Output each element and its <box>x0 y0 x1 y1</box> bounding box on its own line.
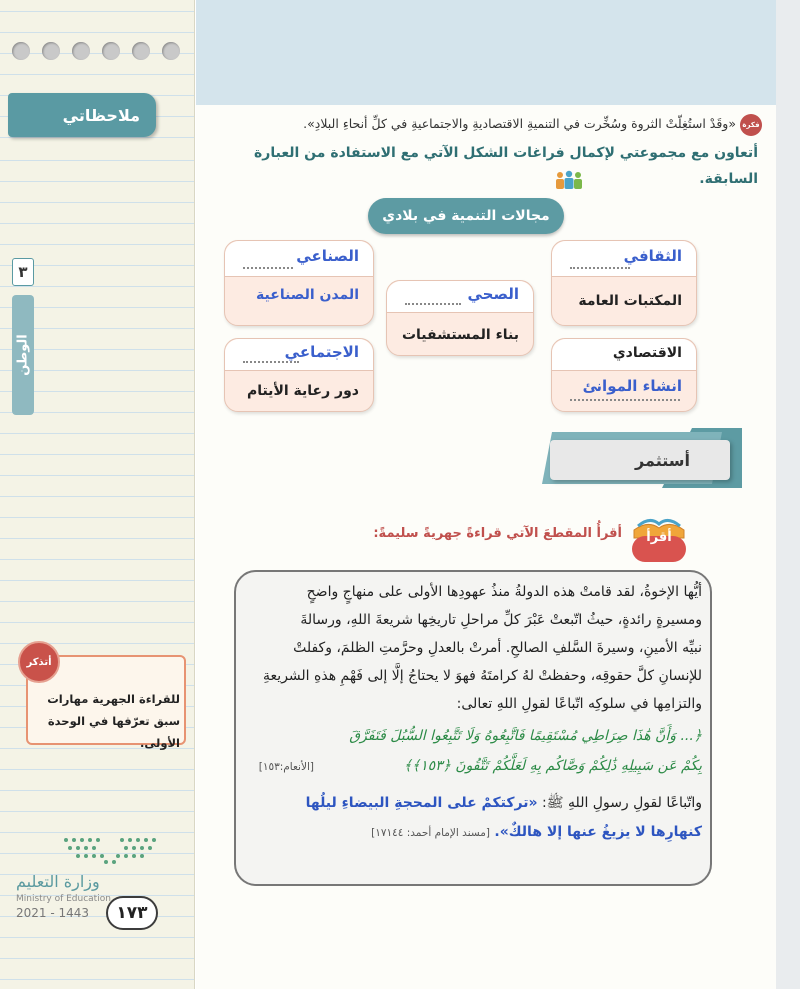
group-instruction: أتعاون مع مجموعتي لإكمال فراغات الشكل الآتي مع الاستفادة من العبارة السابقة. <box>254 145 758 187</box>
hadith-citation: [مسند الإمام أحمد: ١٧١٤٤] <box>371 827 490 839</box>
passage-line: والتزامِها في سلوكِه اتّباعًا لقولِ اللهِ تعالى: <box>456 696 702 712</box>
domain-card-industrial <box>224 240 374 326</box>
verse-citation: [الأنعام:١٥٣] <box>258 761 314 773</box>
ministry-logo-icon <box>60 832 160 866</box>
read-badge-label: أقرأ <box>646 530 672 545</box>
unit-tab-label: الوطن <box>15 334 31 376</box>
header-band <box>196 0 776 105</box>
domain-label: الاجتماعي <box>284 343 359 361</box>
domain-card-health <box>386 280 534 356</box>
quran-verse-line: بِكُمْ عَن سَبِيلِهِ ذَٰلِكُمْ وَصَّاكُم بِهِ لَعَلَّكُمْ تَتَّقُونَ ﴿١٥٣﴾﴾ <box>403 758 702 774</box>
idea-icon: فكرة <box>740 114 762 136</box>
binder-ring-icon <box>102 42 120 60</box>
domain-example: دور رعاية الأيتام <box>246 383 359 399</box>
domain-example: المكتبات العامة <box>578 293 682 309</box>
binder-ring-icon <box>162 42 180 60</box>
passage-line: للإنسانِ كلَّ حقوقِه، وحفظتْ لهُ كرامتَهُ فهوَ لا يحتاجُ إلَّا إلى فَهْمِ هذهِ الشريعةِ <box>263 668 702 684</box>
domain-example: المدن الصناعية <box>256 287 359 303</box>
remember-badge: أتذكر <box>18 641 60 683</box>
quran-verse-line: ﴿... وَأَنَّ هَٰذَا صِرَاطِي مُسْتَقِيمًا فَاتَّبِعُوهُ وَلَا تَتَّبِعُوا السُّبُلَ فَتَفَرَّقَ <box>349 728 702 744</box>
ministry-year: 2021 - 1443 <box>16 906 90 920</box>
binder-ring-icon <box>12 42 30 60</box>
unit-tab <box>12 295 34 415</box>
domain-card-economic <box>551 338 697 412</box>
passage-line: ومسيرةٍ رائدةٍ، حيثُ اتّبعتْ عَبْرَ كلِّ مراحلِ تاريخِها شريعةَ اللهِ، ورسالةَ <box>300 612 702 628</box>
domain-label: الصناعي <box>296 247 359 265</box>
passage-line: نبيِّه الأمينِ، وسيرةَ السَّلفِ الصالحِ. أمرتْ بالعدلِ وحرَّمتِ الظلمَ، وكفلتْ <box>293 640 702 656</box>
domain-example: بناء المستشفيات <box>401 327 519 343</box>
binder-ring-icon <box>42 42 60 60</box>
hadith-line <box>246 824 702 840</box>
hadith-text: «تركتكمْ على المحجةِ البيضاءِ ليلُها <box>305 795 538 811</box>
domain-label: الثقافي <box>623 247 682 265</box>
hadith-line <box>246 794 702 814</box>
domains-title: مجالات التنمية في بلادي <box>368 198 564 234</box>
ministry-name-english: Ministry of Education <box>16 894 111 904</box>
ministry-name-arabic: وزارة التعليم <box>16 872 100 891</box>
quote-text: «وقَدْ استُغِلّتْ الثروة وسُخِّرت في التنميةِ الاقتصاديةِ والاجتماعيةِ في كلِّ أنحاءِ البلادِ». <box>303 116 736 131</box>
binder-ring-icon <box>72 42 90 60</box>
passage-line: أيُّها الإخوةُ، لقد قامتْ هذه الدولةُ منذُ عهودِها الأولى على منهاجٍ واضحٍ <box>306 584 702 600</box>
unit-number: ٣ <box>12 258 34 286</box>
page-number: ١٧٣ <box>106 896 158 930</box>
domain-example: انشاء الموانئ <box>582 377 682 395</box>
main-content <box>196 0 776 989</box>
domain-card-cultural <box>551 240 697 326</box>
notes-tab: ملاحظاتي <box>8 93 156 137</box>
group-work-icon <box>554 169 584 191</box>
domain-label: الاقتصادي <box>612 345 682 361</box>
domain-card-social <box>224 338 374 412</box>
page-edge <box>776 0 800 989</box>
read-instruction: أقرأُ المقطعَ الآتي قراءةً جهريةً سليمةً: <box>373 526 622 541</box>
domain-label: الصحي <box>467 285 519 303</box>
continue-label: أستثمر <box>550 440 730 480</box>
notes-sidebar <box>0 0 195 989</box>
remember-text: للقراءة الجهرية مهارات سبق تعرّفها في الوحدة الأولى. <box>47 692 180 750</box>
binder-ring-icon <box>132 42 150 60</box>
hadith-intro: واتّباعًا لقولِ رسولِ اللهِ ﷺ: <box>541 795 702 811</box>
hadith-text: كنهارِها لا يزيغُ عنها إلا هالكٌ». <box>494 824 702 840</box>
